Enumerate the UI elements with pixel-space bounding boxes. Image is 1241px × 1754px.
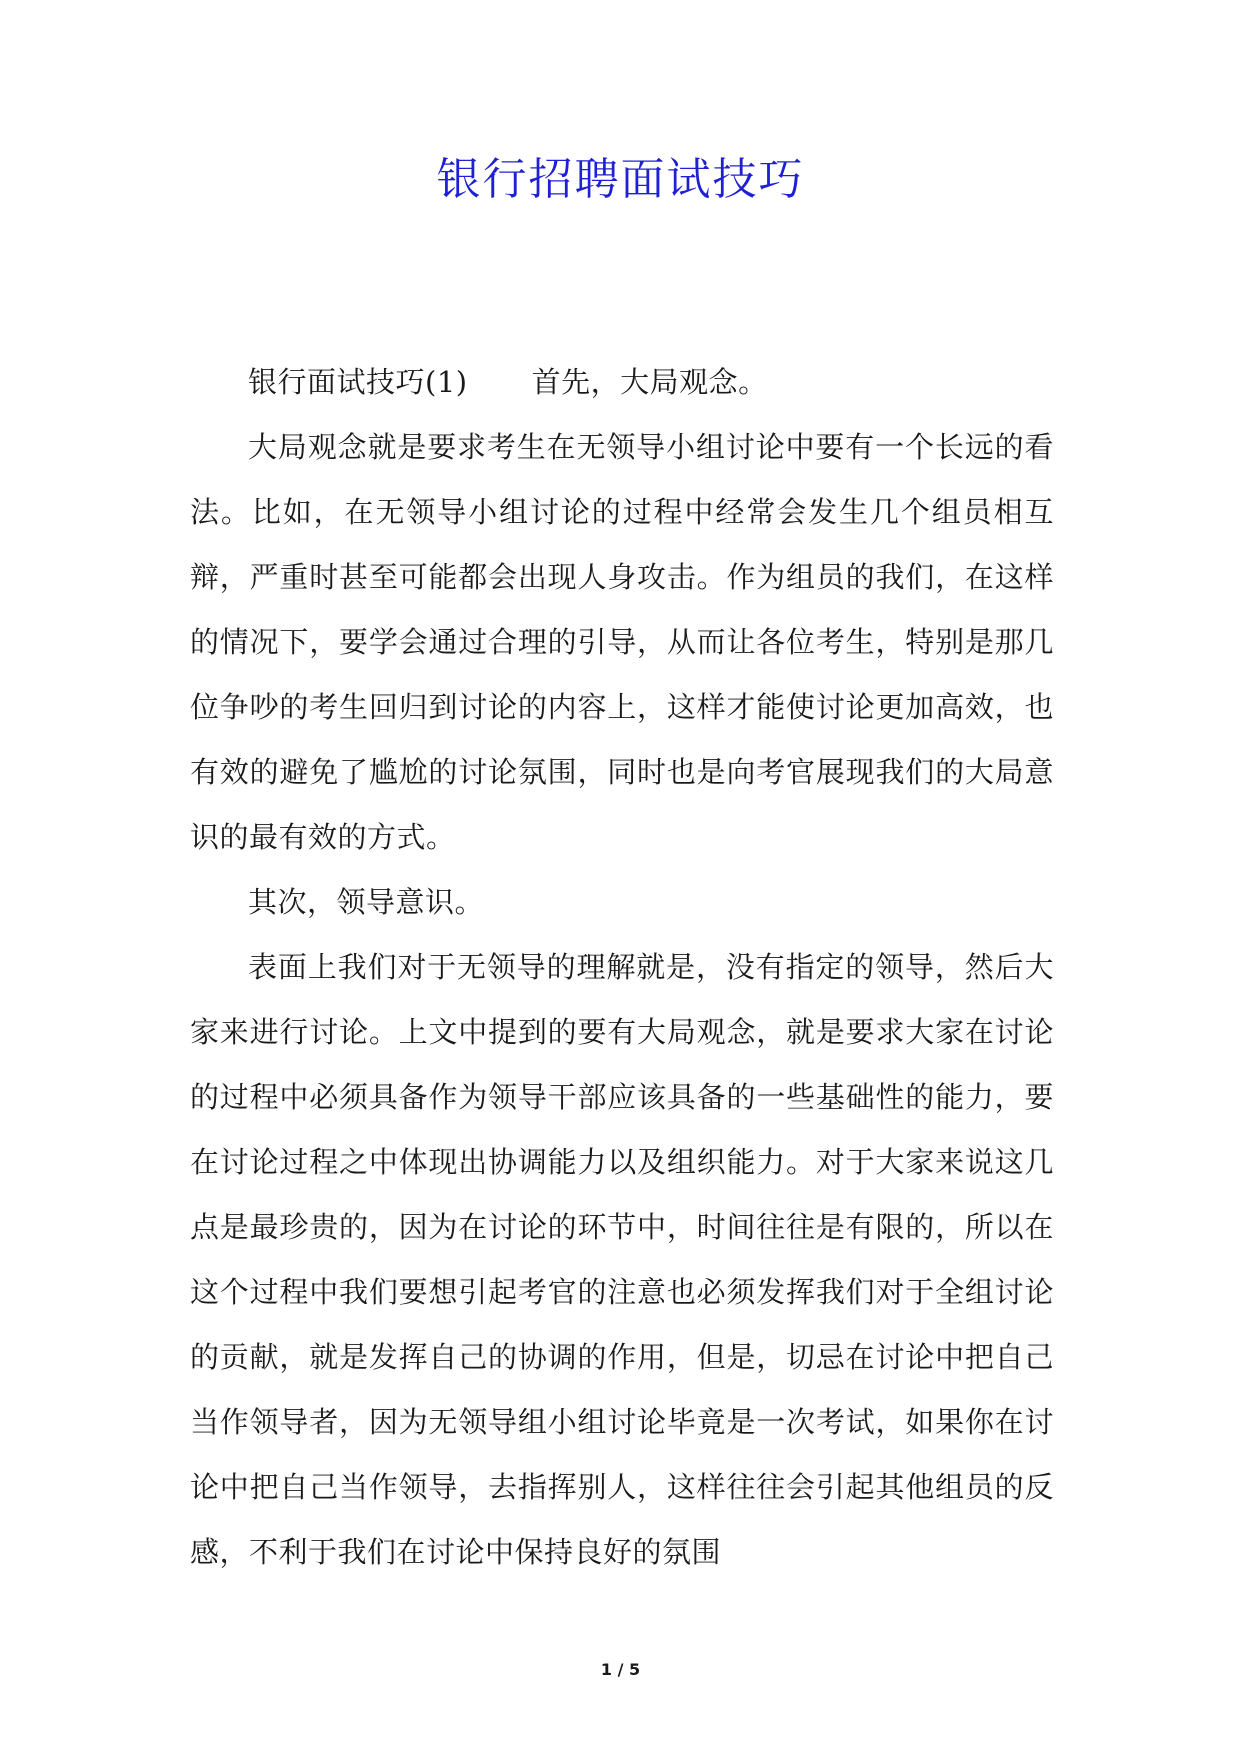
paragraph: 表面上我们对于无领导的理解就是，没有指定的领导，然后大家来进行讨论。上文中提到的要有大局观念，就是要求大家在讨论的过程中必须具备作为领导干部应该具备的一些基础性的能力，要在讨论过程之中体现出协调能力以及组织能力。对于大家来说这几点是最珍贵的，因为在讨论的环节中，时间往往是有限的，所以在这个过程中我们要想引起考官的注意也必须发挥我们对于全组讨论的贡献，就是发挥自己的协调的作用，但是，切忌在讨论中把自己当作领导者，因为无领导组小组讨论毕竟是一次考试，如果你在讨论中把自己当作领导，去指挥别人，这样往往会引起其他组员的反感，不利于我们在讨论中保持良好的氛围 [190,950,1054,1569]
first-point-heading: 首先，大局观念。 [531,365,768,399]
paragraph: 大局观念就是要求考生在无领导小组讨论中要有一个长远的看法。比如，在无领导小组讨论的过程中经常会发生几个组员相互辩，严重时甚至可能都会出现人身攻击。作为组员的我们，在这样的情况下，要学会通过合理的引导，从而让各位考生，特别是那几位争吵的考生回归到讨论的内容上，这样才能使讨论更加高效，也有效的避免了尴尬的讨论氛围，同时也是向考官展现我们的大局意识的最有效的方式。 [190,430,1054,854]
section-heading: 银行面试技巧(1) [248,365,468,399]
paragraph: 其次，领导意识。 [248,885,485,919]
intro-paragraph [190,350,1054,415]
document-title: 银行招聘面试技巧 [436,154,805,205]
page-number: 1 / 5 [600,1660,641,1679]
document-body [190,350,1054,1585]
